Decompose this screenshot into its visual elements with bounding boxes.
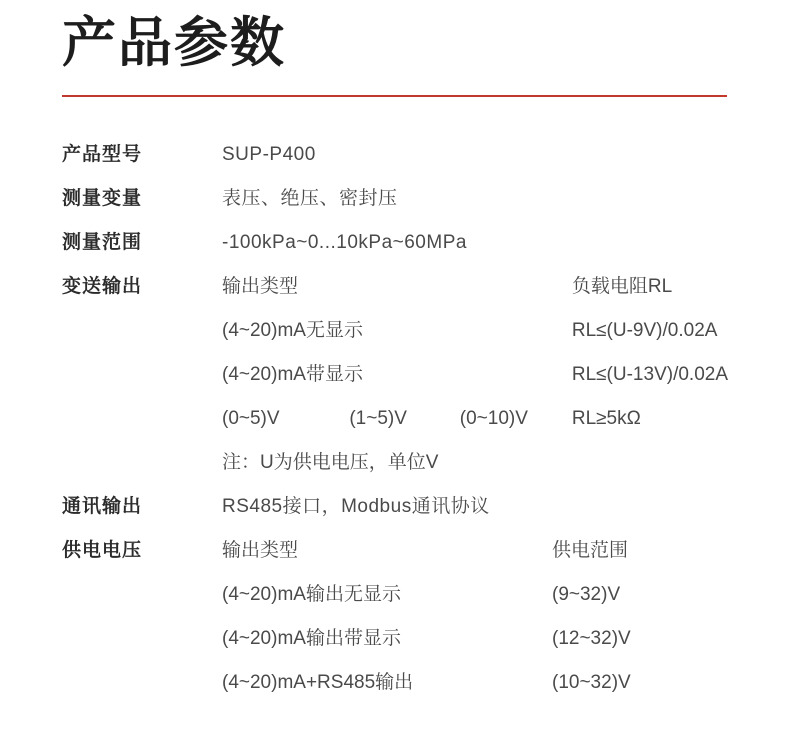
- voltage-option-0-5v: (0~5)V: [222, 408, 280, 430]
- transmit-output-line-1-right: RL≤(U-9V)/0.02A: [571, 320, 718, 342]
- table-row: [62, 221, 728, 265]
- subtable-row: [222, 661, 728, 705]
- row-label-measured-variable: 测量变量: [62, 188, 143, 210]
- voltage-load-resistance: RL≥5kΩ: [571, 408, 641, 430]
- row-value-measuring-range: -100kPa~0...10kPa~60MPa: [222, 232, 467, 254]
- subtable-row: [222, 617, 728, 661]
- transmit-output-note: 注：U为供电电压，单位V: [222, 452, 439, 474]
- transmit-output-head-left: 输出类型: [222, 276, 299, 298]
- subtable-header-row: [222, 529, 728, 573]
- power-supply-line-1-left: (4~20)mA输出无显示: [222, 584, 401, 606]
- power-supply-head-left: 输出类型: [222, 540, 299, 562]
- row-value-measured-variable: 表压、绝压、密封压: [222, 188, 398, 210]
- transmit-output-subtable: [222, 265, 728, 485]
- row-value-power-supply: [222, 529, 728, 705]
- row-value-model: SUP-P400: [222, 144, 316, 166]
- power-supply-line-2-right: (12~32)V: [552, 628, 631, 650]
- row-label-model: 产品型号: [62, 144, 143, 166]
- table-row: [62, 529, 728, 705]
- table-row: [62, 133, 728, 177]
- subtable-row: [222, 573, 728, 617]
- subtable-row: [222, 309, 728, 353]
- transmit-output-line-2-right: RL≤(U-13V)/0.02A: [571, 364, 728, 386]
- page-title: 产品参数: [62, 13, 286, 73]
- subtable-voltage-row: [222, 397, 728, 441]
- row-label-transmit-output: 变送输出: [62, 276, 143, 298]
- subtable-note-row: [222, 441, 728, 485]
- power-supply-line-1-right: (9~32)V: [552, 584, 621, 606]
- transmit-output-line-2-left: (4~20)mA带显示: [222, 364, 363, 386]
- power-supply-line-2-left: (4~20)mA输出带显示: [222, 628, 401, 650]
- transmit-output-line-1-left: (4~20)mA无显示: [222, 320, 363, 342]
- voltage-option-0-10v: (0~10)V: [459, 408, 528, 430]
- table-row: [62, 265, 728, 485]
- voltage-option-1-5v: (1~5)V: [349, 408, 407, 430]
- table-row: [62, 177, 728, 221]
- title-underline-divider: [62, 95, 727, 97]
- subtable-header-row: [222, 265, 728, 309]
- transmit-output-head-right: 负载电阻RL: [571, 276, 673, 298]
- row-value-communication-output: RS485接口，Modbus通讯协议: [222, 496, 490, 518]
- table-row: [62, 485, 728, 529]
- power-supply-head-right: 供电范围: [552, 540, 629, 562]
- power-supply-line-3-left: (4~20)mA+RS485输出: [222, 672, 414, 694]
- power-supply-line-3-right: (10~32)V: [552, 672, 631, 694]
- specification-table: [62, 133, 728, 705]
- row-label-power-supply: 供电电压: [62, 540, 143, 562]
- row-label-measuring-range: 测量范围: [62, 232, 143, 254]
- power-supply-subtable: [222, 529, 728, 705]
- row-value-transmit-output: [222, 265, 728, 485]
- row-label-communication-output: 通讯输出: [62, 496, 143, 518]
- subtable-row: [222, 353, 728, 397]
